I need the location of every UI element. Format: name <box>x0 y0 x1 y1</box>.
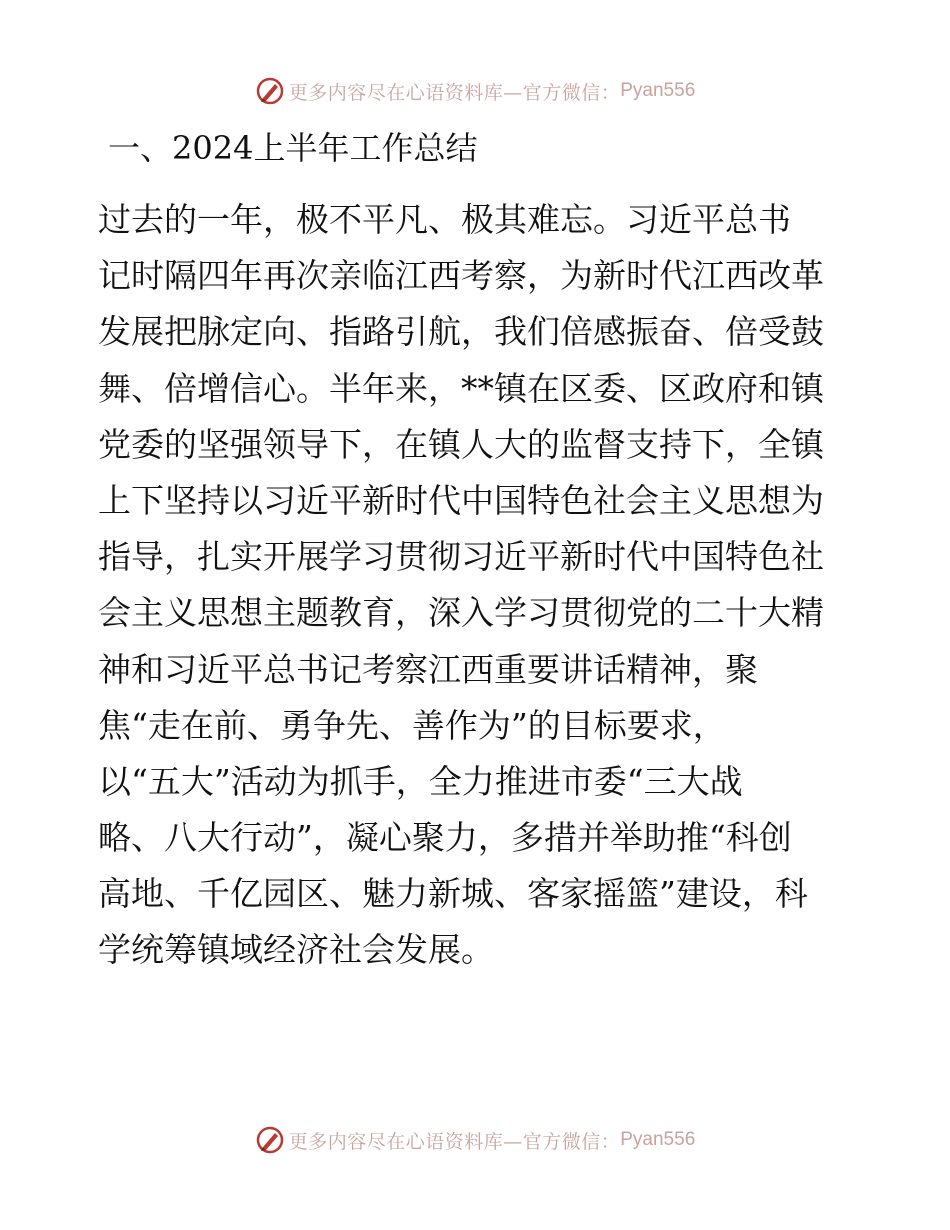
paragraph-line: 发展把脉定向、指路引航，我们倍感振奋、倍受鼓 <box>98 312 824 352</box>
body-paragraph <box>98 192 858 979</box>
pen-circle-logo-icon <box>255 1125 285 1155</box>
paragraph-line: 记时隔四年再次亲临江西考察，为新时代江西改革 <box>98 256 824 296</box>
paragraph-line: 会主义思想主题教育，深入学习贯彻党的二十大精 <box>98 593 824 633</box>
paragraph-line: 神和习近平总书记考察江西重要讲话精神，聚 <box>98 649 758 689</box>
watermark-text: 更多内容尽在心语资料库—官方微信： <box>288 81 621 104</box>
watermark-header <box>0 74 950 108</box>
watermark-footer <box>0 1123 950 1157</box>
paragraph-line: 过去的一年，极不平凡、极其难忘。习近平总书 <box>98 200 791 239</box>
watermark-text: 更多内容尽在心语资料库—官方微信： <box>288 1130 621 1153</box>
paragraph-line: 学统筹镇域经济社会发展。 <box>98 930 494 970</box>
paragraph-line: 高地、千亿园区、魅力新城、客家摇篮”建设，科 <box>98 874 808 914</box>
paragraph-line: 指导，扎实开展学习贯彻习近平新时代中国特色社 <box>98 537 824 577</box>
pen-circle-logo-icon <box>255 76 285 106</box>
paragraph-line: 略、八大行动”，凝心聚力，多措并举助推“科创 <box>98 818 792 858</box>
section-heading: 一、2024上半年工作总结 <box>108 129 478 167</box>
paragraph-line: 焦“走在前、勇争先、善作为”的目标要求， <box>98 705 726 745</box>
paragraph-line: 党委的坚强领导下，在镇人大的监督支持下，全镇 <box>98 424 824 464</box>
paragraph-line: 以“五大”活动为抓手，全力推进市委“三大战 <box>98 761 743 801</box>
paragraph-line: 舞、倍增信心。半年来，**镇在区委、区政府和镇 <box>98 368 824 408</box>
watermark-handle: Pyan556 <box>620 80 696 101</box>
watermark-handle: Pyan556 <box>620 1129 696 1150</box>
paragraph-line: 上下坚持以习近平新时代中国特色社会主义思想为 <box>98 480 824 520</box>
